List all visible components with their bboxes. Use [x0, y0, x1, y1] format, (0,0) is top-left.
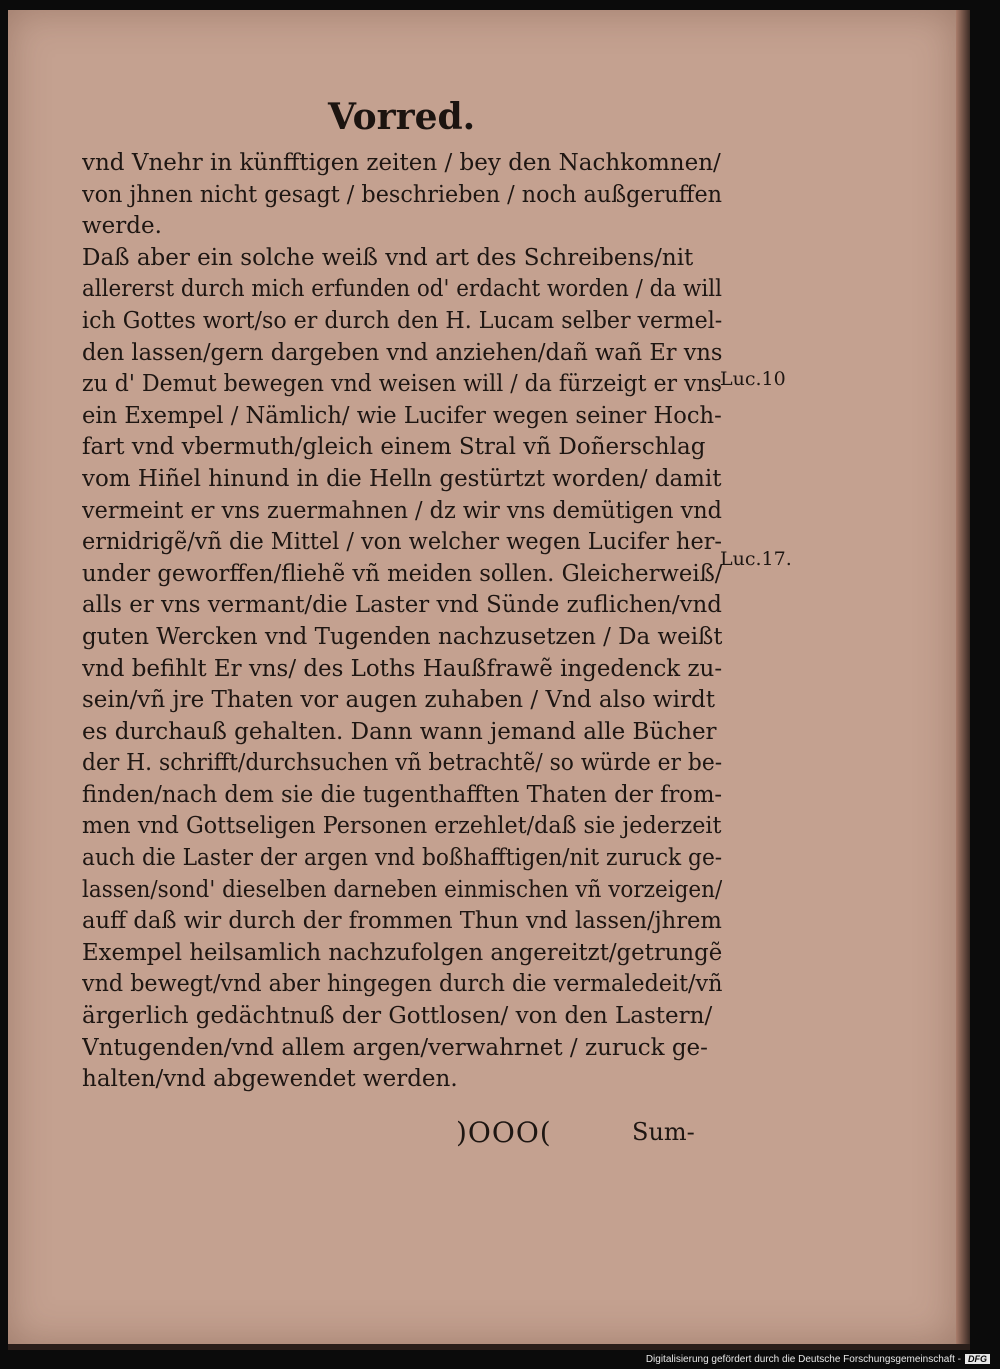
text-line: under geworffen/fliehẽ vñ meiden sollen. Gleicherweiß/ — [82, 560, 723, 587]
footer-credit — [646, 1354, 990, 1365]
text-line: ärgerlich gedächtnuß der Gottlosen/ von den Lastern/ — [82, 1003, 713, 1030]
catchword: Sum- — [632, 1118, 695, 1146]
page-header: Vorred. — [328, 96, 476, 138]
dfg-logo: DFG — [965, 1354, 990, 1364]
text-line: vnd Vnehr in künfftigen zeiten / bey den Nachkomnen/ — [82, 150, 721, 176]
text-line: den lassen/gern dargeben vnd anziehen/dañ wañ Er vns — [82, 339, 723, 366]
text-line: vnd bewegt/vnd aber hingegen durch die vermaledeit/vñ — [82, 971, 723, 998]
text-line: auff daß wir durch der frommen Thun vnd lassen/jhrem — [82, 908, 722, 935]
text-line: es durchauß gehalten. Dann wann jemand alle Bücher — [82, 718, 717, 745]
text-line: alls er vns vermant/die Laster vnd Sünde zuflichen/vnd — [82, 592, 722, 619]
ornament: )OOO( — [456, 1116, 552, 1149]
page-edge — [956, 10, 970, 1344]
text-line: vermeint er vns zuermahnen / dz wir vns demütigen vnd — [82, 497, 722, 524]
marginal-note-luc-10: Luc.10 — [720, 368, 786, 390]
page-bottom-edge — [8, 1344, 970, 1350]
body-text — [82, 148, 722, 1096]
text-line: Vntugenden/vnd allem argen/verwahrnet / zuruck ge- — [82, 1034, 708, 1061]
text-line: finden/nach dem sie die tugenthafften Thaten der from- — [82, 781, 723, 808]
text-line: vnd befihlt Er vns/ des Loths Haußfrawẽ ingedenck zu- — [82, 655, 723, 682]
text-line: guten Wercken vnd Tugenden nachzusetzen / Da weißt — [82, 623, 723, 650]
text-line: vom Hiñel hinund in die Helln gestürtzt worden/ damit — [82, 465, 722, 492]
text-line: sein/vñ jre Thaten vor augen zuhaben / Vnd also wirdt — [82, 687, 715, 714]
text-line: ernidrigẽ/vñ die Mittel / von welcher wegen Lucifer her- — [82, 529, 722, 556]
text-line: men vnd Gottseligen Personen erzehlet/daß sie jederzeit — [82, 813, 722, 840]
text-line: halten/vnd abgewendet werden. — [82, 1066, 458, 1093]
text-line: der H. schrifft/durchsuchen vñ betrachtẽ/ so würde er be- — [82, 750, 723, 777]
marginal-note-luc-17: Luc.17. — [720, 548, 792, 570]
text-line: ein Exempel / Nämlich/ wie Lucifer wegen seiner Hoch- — [82, 402, 722, 429]
text-line: ich Gottes wort/so er durch den H. Lucam selber vermel- — [82, 307, 723, 334]
text-line: allererst durch mich erfunden od' erdacht worden / da will — [82, 276, 722, 303]
text-line: auch die Laster der argen vnd boßhafftigen/nit zuruck ge- — [82, 845, 723, 872]
text-line: Daß aber ein solche weiß vnd art des Schreibens/nit — [82, 244, 694, 271]
text-line: lassen/sond' dieselben darneben einmischen vñ vorzeigen/ — [82, 876, 723, 903]
text-line: fart vnd vbermuth/gleich einem Stral vñ Doñerschlag — [82, 434, 706, 461]
text-line: Exempel heilsamlich nachzufolgen angereitzt/getrungẽ — [82, 939, 722, 966]
text-line: zu d' Demut bewegen vnd weisen will / da fürzeigt er vns — [82, 371, 722, 398]
text-line: von jhnen nicht gesagt / beschrieben / noch außgeruffen — [82, 181, 723, 208]
text-line: werde. — [82, 213, 162, 240]
footer-text: Digitalisierung gefördert durch die Deutsche Forschungsgemeinschaft - — [645, 1354, 961, 1365]
